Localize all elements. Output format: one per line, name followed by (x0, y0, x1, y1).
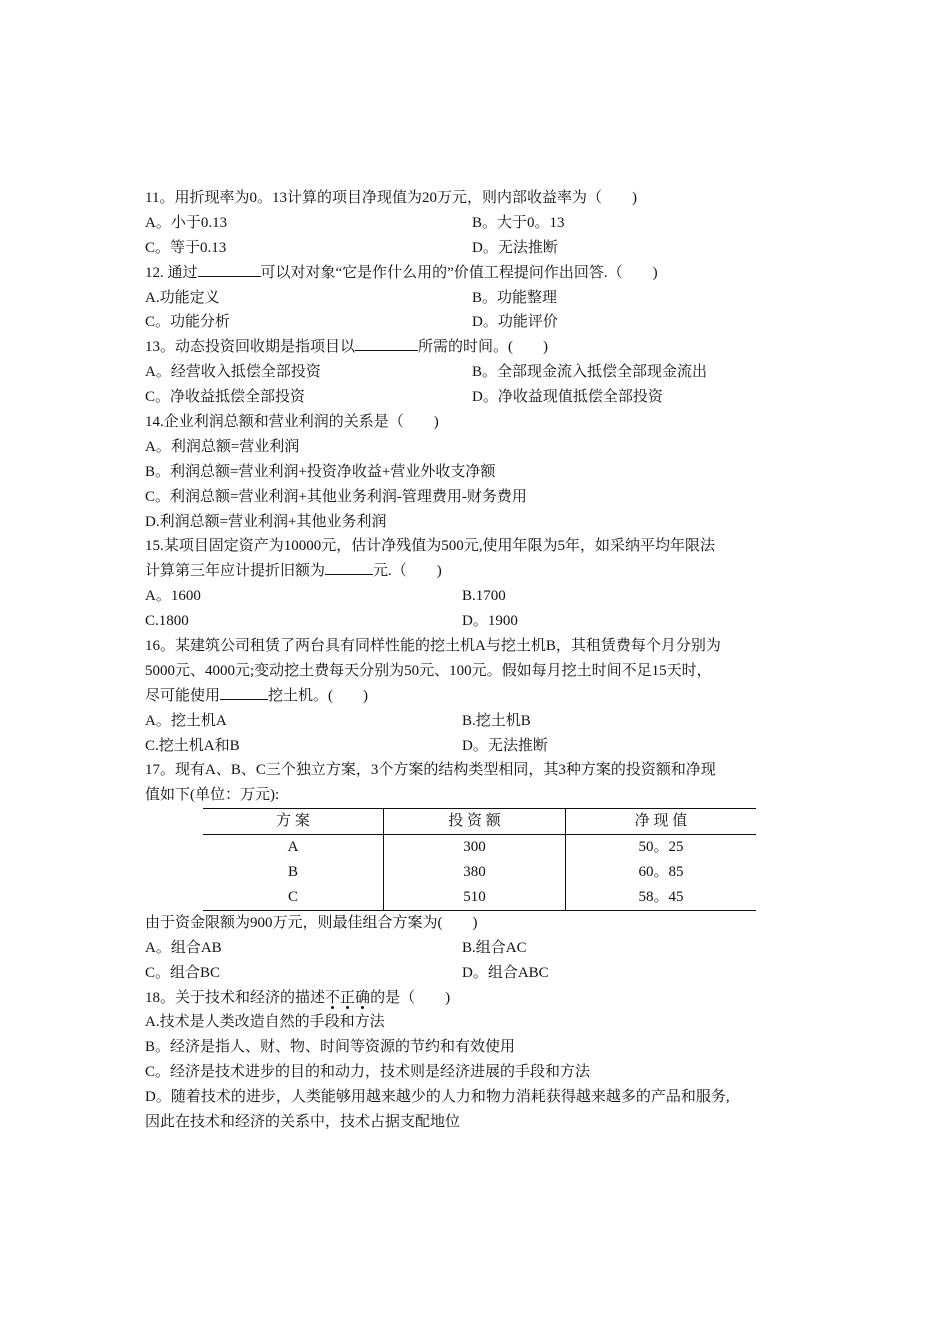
question-15-stem-post: 元.（ ) (373, 563, 442, 580)
question-15-option-b: B.1700 (462, 588, 506, 605)
question-18-option-c: C。经济是技术进步的目的和动力，技术则是经济进展的手段和方法 (145, 1064, 591, 1081)
question-12-blank (198, 262, 261, 277)
question-16-option-c: C.挖土机A和B (145, 737, 240, 754)
question-16-stem-line-1: 16。某建筑公司租赁了两台具有同样性能的挖土机A与挖土机B，其租赁费每个月分别为 (145, 638, 721, 655)
question-13-option-c: C。净收益抵偿全部投资 (145, 389, 306, 406)
question-17-option-b: B.组合AC (462, 939, 527, 956)
question-11-stem: 11。用折现率为0。13计算的项目净现值为20万元，则内部收益率为（ ) (145, 190, 637, 206)
exam-page (145, 186, 810, 1135)
question-18-option-d-line-1: D。随着技术的进步，人类能够用越来越少的人力和物力消耗获得越来越多的产品和服务, (145, 1089, 730, 1106)
question-11-option-a: A。小于0.13 (145, 214, 228, 231)
table-cell-plan: C (203, 885, 384, 910)
table-header-plan: 方 案 (203, 809, 384, 835)
question-16-option-b: B.挖土机B (462, 712, 531, 729)
question-15-stem-line-2 (145, 559, 810, 584)
question-18-option-d-line-2: 因此在技术和经济的关系中，技术占据支配地位 (145, 1114, 461, 1131)
question-13-option-b: B。全部现金流入抵偿全部现金流出 (472, 364, 708, 381)
question-14-stem: 14.企业利润总额和营业利润的关系是（ ) (145, 414, 439, 431)
question-13-stem-pre: 13。动态投资回收期是指项目以 (145, 339, 356, 356)
table-header-investment: 投 资 额 (384, 809, 566, 835)
question-13-stem-post: 所需的时间。( ) (418, 339, 549, 356)
question-11-option-b: B。大于0。13 (472, 214, 565, 231)
question-18-option-b: B。经济是指人、财、物、时间等资源的节约和有效使用 (145, 1039, 516, 1056)
question-14-option-b: B。利润总额=营业利润+投资净收益+营业外收支净额 (145, 463, 496, 480)
question-16-option-a: A。挖土机A (145, 712, 227, 729)
question-12-option-c: C。功能分析 (145, 314, 231, 331)
question-11-options-row-2 (145, 236, 810, 261)
table-cell-investment: 380 (384, 860, 566, 885)
table-header-npv: 净 现 值 (566, 809, 757, 835)
table-row (203, 885, 756, 910)
question-15-option-d: D。1900 (462, 613, 518, 630)
question-15-option-a: A。1600 (145, 588, 201, 605)
table-cell-plan: B (287, 864, 298, 881)
question-12-stem-pre: 12. 通过 (145, 264, 198, 281)
question-17-option-c: C。组合BC (145, 964, 221, 981)
table-cell-investment: 510 (384, 885, 566, 910)
question-16-stem-line-3 (145, 684, 810, 709)
question-16-options-row-1 (145, 709, 810, 734)
question-12-options-row-1 (145, 286, 810, 311)
table-row (203, 835, 756, 860)
question-17-stem-line-3: 由于资金限额为900万元，则最佳组合方案为( ) (145, 914, 478, 931)
question-16-stem-pre: 尽可能使用 (145, 687, 221, 704)
question-14-option-d: D.利润总额=营业利润+其他业务利润 (145, 513, 387, 530)
question-15-stem-line-1: 15.某项目固定资产为10000元，估计净残值为500元,使用年限为5年，如采纳平均年限法 (145, 538, 716, 555)
question-14-option-c: C。利润总额=营业利润+其他业务利润-管理费用-财务费用 (145, 488, 527, 505)
question-12-option-b: B。功能整理 (472, 289, 558, 306)
question-18-stem-post: 的是（ ) (370, 989, 451, 1006)
question-15-blank (325, 560, 373, 575)
question-18-emphasis-1: 不 (325, 989, 341, 1006)
table-row (203, 860, 756, 885)
table-cell-npv: 60。85 (566, 860, 757, 885)
question-12-option-d: D。功能评价 (472, 314, 558, 331)
question-13-option-d: D。净收益现值抵偿全部投资 (472, 389, 663, 406)
question-18-stem (145, 986, 810, 1011)
question-11-option-d: D。无法推断 (472, 239, 558, 256)
question-16-stem-line-2: 5000元、4000元;变动挖土费每天分别为50元、100元。假如每月挖土时间不足15天时， (145, 662, 712, 679)
table-header-row (203, 809, 756, 835)
question-17-options-row-1 (145, 936, 810, 961)
table-cell-npv: 50。25 (566, 835, 757, 860)
question-18-stem-pre: 18。关于技术和经济的描述 (145, 989, 326, 1006)
question-12-stem-post: 可以对对象“它是作什么用的”价值工程提问作出回答.（ ) (260, 264, 658, 281)
question-18-option-a: A.技术是人类改造自然的手段和方法 (145, 1014, 385, 1031)
question-11-options-row-1 (145, 211, 810, 236)
question-16-options-row-2 (145, 734, 810, 759)
question-13-options-row-1 (145, 360, 810, 385)
question-18-emphasis-2: 正 (340, 989, 356, 1006)
question-17-option-a: A。组合AB (145, 939, 222, 956)
question-16-option-d: D。无法推断 (462, 737, 548, 754)
question-13-blank (355, 336, 418, 351)
question-12-options-row-2 (145, 310, 810, 335)
question-13-option-a: A。经营收入抵偿全部投资 (145, 364, 321, 381)
question-15-options-row-1 (145, 584, 810, 609)
question-17-option-d: D。组合ABC (462, 964, 549, 981)
question-12-option-a: A.功能定义 (145, 289, 220, 306)
investment-table (203, 808, 756, 911)
question-17-stem-line-2: 值如下(单位：万元): (145, 787, 280, 804)
question-14-option-a: A。利润总额=营业利润 (145, 438, 300, 455)
question-13-options-row-2 (145, 385, 810, 410)
question-13-stem (145, 335, 810, 360)
table-cell-investment: 300 (384, 835, 566, 860)
question-12-stem (145, 261, 810, 286)
question-15-option-c: C.1800 (145, 613, 189, 630)
question-18-emphasis-3: 确 (355, 989, 371, 1006)
question-17-options-row-2 (145, 961, 810, 986)
question-15-options-row-2 (145, 609, 810, 634)
question-17-stem-line-1: 17。现有A、B、C三个独立方案，3个方案的结构类型相同，其3种方案的投资额和净现 (145, 762, 716, 779)
question-11-option-c: C。等于0.13 (145, 239, 227, 256)
table-cell-npv: 58。45 (566, 885, 757, 910)
question-15-stem-pre: 计算第三年应计提折旧额为 (145, 563, 326, 580)
table-cell-plan: A (287, 839, 299, 856)
question-16-stem-post: 挖土机。( ) (268, 687, 369, 704)
question-16-blank (220, 685, 268, 700)
